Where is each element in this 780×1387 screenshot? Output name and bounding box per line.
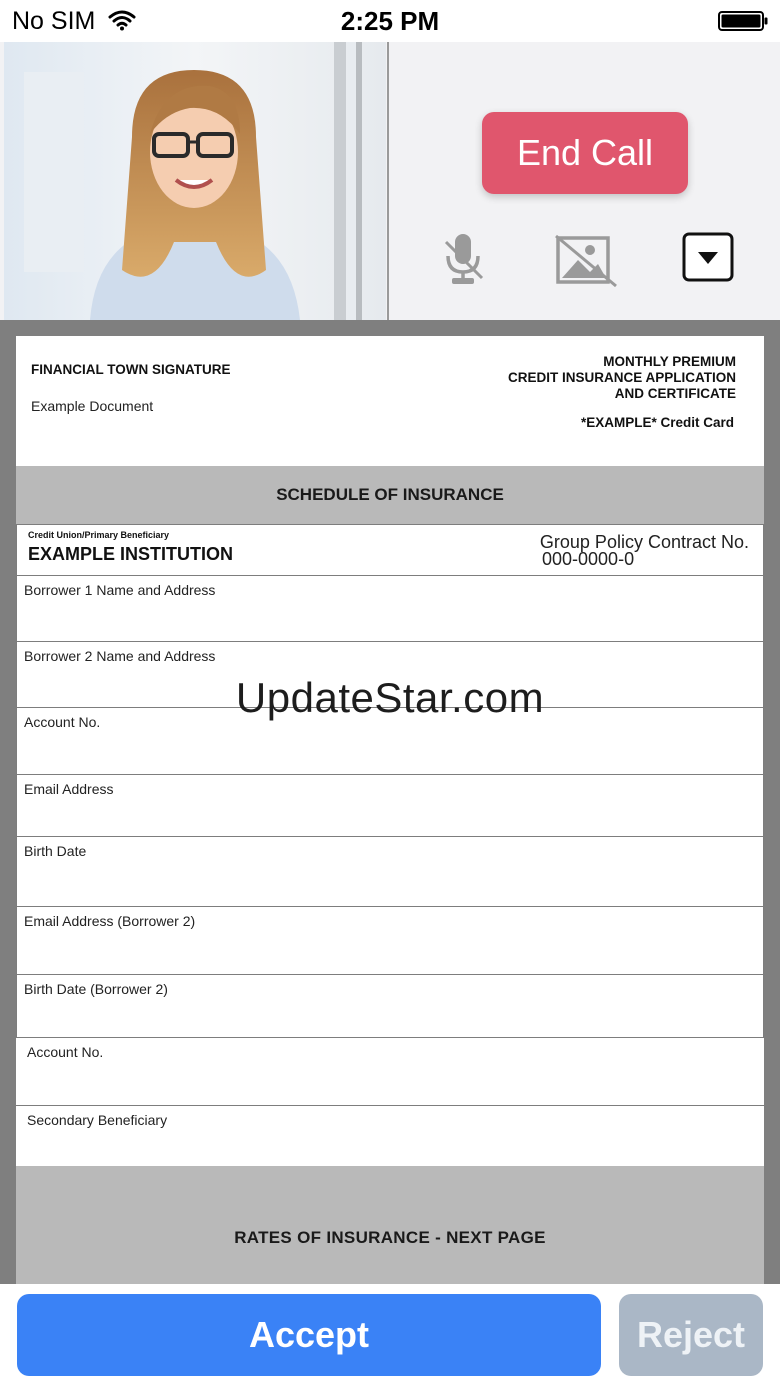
- carrier-label: No SIM: [12, 7, 96, 35]
- institution-row: [17, 524, 763, 575]
- document-title-line: CREDIT INSURANCE APPLICATION: [507, 370, 736, 385]
- document-subtitle: Example Document: [31, 398, 154, 414]
- form-field[interactable]: [17, 906, 763, 974]
- document-header: [16, 336, 764, 466]
- schedule-header: SCHEDULE OF INSURANCE: [16, 466, 764, 524]
- institution-name: EXAMPLE INSTITUTION: [28, 544, 234, 564]
- form-field-label: Borrower 2 Name and Address: [24, 648, 216, 664]
- rates-label: RATES OF INSURANCE - NEXT PAGE: [234, 1228, 546, 1247]
- insurance-form: [16, 524, 764, 1038]
- form-field-label: Secondary Beneficiary: [27, 1112, 168, 1128]
- disable-video-icon[interactable]: [552, 228, 620, 293]
- policy-contract-label: Group Policy Contract No.: [539, 532, 749, 552]
- form-field-label: Email Address: [24, 781, 114, 797]
- form-field[interactable]: [17, 575, 763, 641]
- institution-label: Credit Union/Primary Beneficiary: [28, 530, 170, 540]
- form-field-label: Borrower 1 Name and Address: [24, 582, 216, 598]
- accept-button[interactable]: Accept: [17, 1294, 601, 1376]
- document-title-line: MONTHLY PREMIUM: [603, 354, 736, 369]
- battery-icon: [718, 11, 768, 36]
- document-card-type: *EXAMPLE* Credit Card: [580, 415, 734, 430]
- form-field-label: Account No.: [24, 714, 101, 730]
- watermark: UpdateStar.com: [235, 674, 545, 721]
- document-brand: FINANCIAL TOWN SIGNATURE: [31, 362, 231, 377]
- video-call-panel: [0, 42, 780, 320]
- form-field[interactable]: [17, 641, 763, 707]
- mute-microphone-icon[interactable]: [438, 228, 488, 293]
- remote-video-feed: [4, 42, 386, 320]
- reject-button[interactable]: Reject: [619, 1294, 763, 1376]
- video-divider: [387, 42, 389, 320]
- form-field[interactable]: [17, 707, 763, 774]
- policy-contract-number: 000-0000-0: [542, 549, 635, 569]
- form-field-label: Account No.: [27, 1044, 104, 1060]
- form-field[interactable]: [17, 836, 763, 906]
- form-field-label: Email Address (Borrower 2): [24, 913, 196, 929]
- form-field[interactable]: [17, 774, 763, 836]
- action-bar: [0, 1284, 780, 1387]
- form-field[interactable]: [16, 1105, 764, 1172]
- document-title: [508, 354, 736, 402]
- clock: 2:25 PM: [340, 6, 440, 36]
- document-title-line: AND CERTIFICATE: [614, 386, 736, 401]
- document-preview[interactable]: [16, 336, 764, 1284]
- rates-footer: [16, 1166, 764, 1284]
- form-field-label: Birth Date: [24, 843, 87, 859]
- form-field-label: Birth Date (Borrower 2): [24, 981, 168, 997]
- dropdown-toggle-icon[interactable]: [682, 232, 736, 289]
- end-call-button[interactable]: End Call: [482, 112, 688, 194]
- form-field[interactable]: [16, 1038, 764, 1105]
- status-bar: [0, 0, 780, 42]
- form-field[interactable]: [17, 974, 763, 1037]
